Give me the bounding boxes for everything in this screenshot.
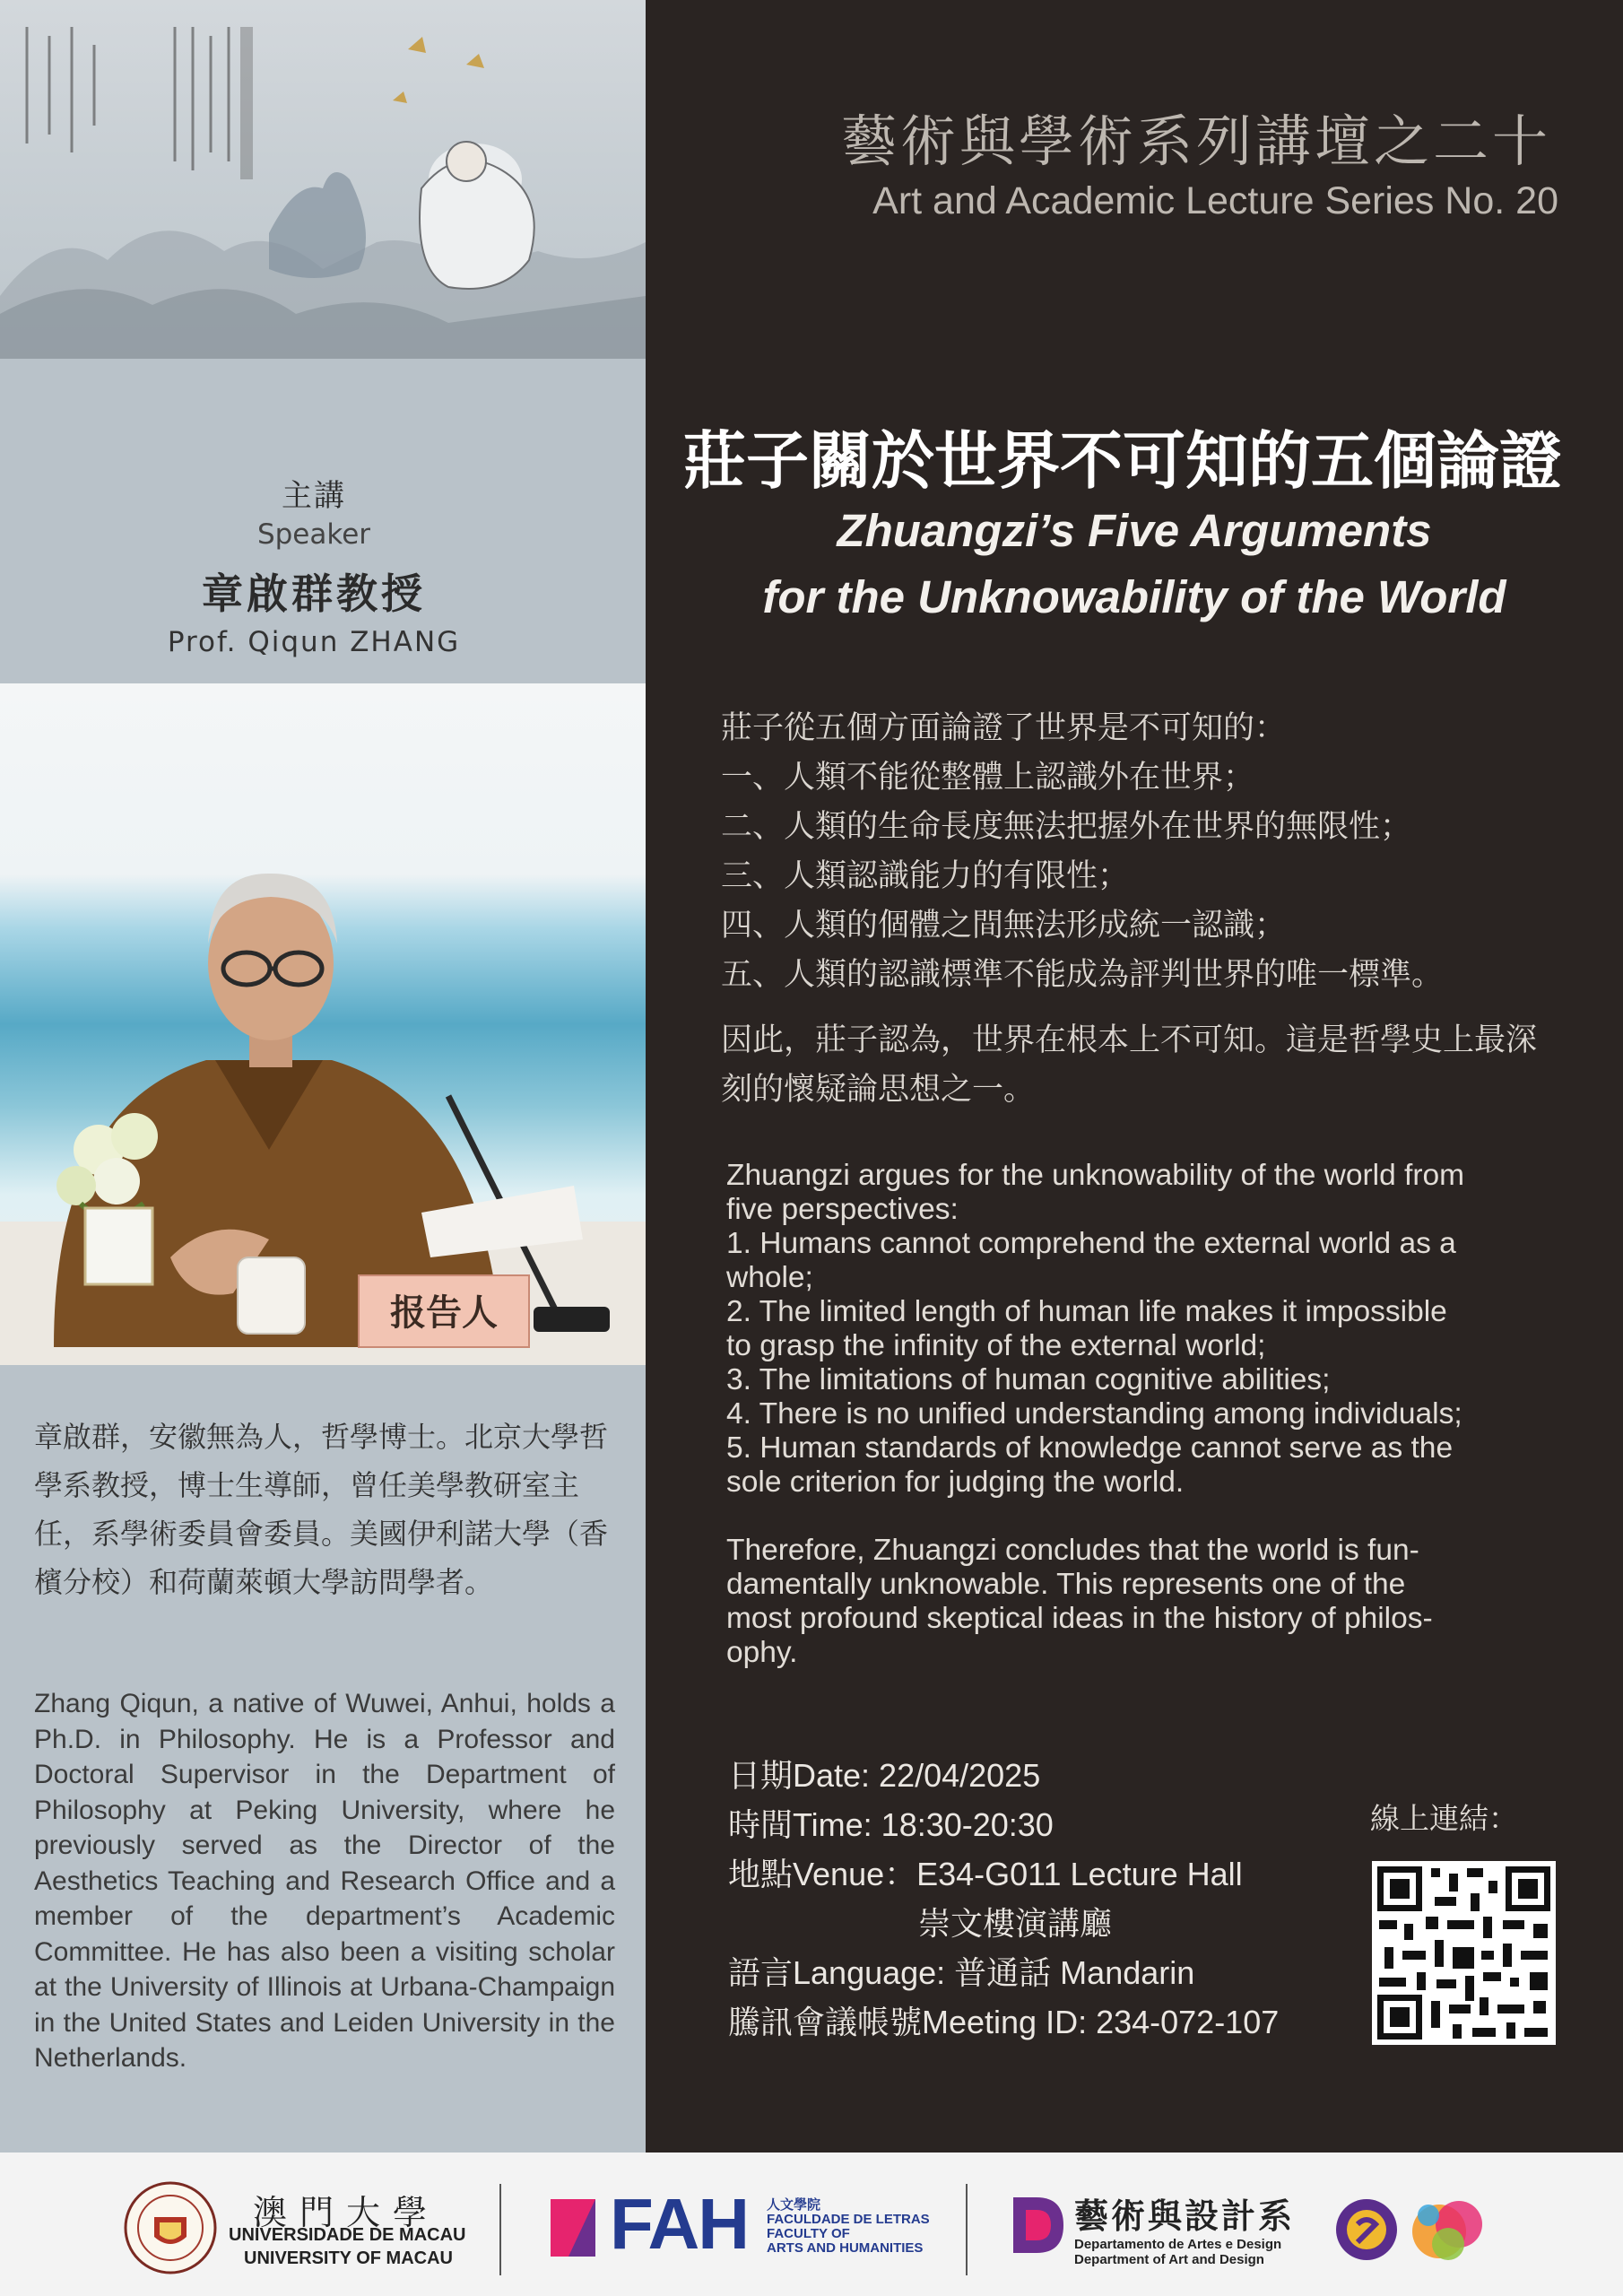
speaker-photo (0, 683, 646, 1365)
abstract-en-point-line: 1. Humans cannot comprehend the external world as a (726, 1227, 1456, 1260)
sp-logo-icon (1334, 2197, 1399, 2262)
abstract-cn-point: 一、人類不能從整體上認識外在世界； (721, 760, 1255, 796)
abstract-en-conclusion-line: ophy. (726, 1636, 798, 1669)
abstract-cn-point: 四、人類的個體之間無法形成統一認識； (721, 908, 1287, 944)
speaker-block (0, 471, 628, 658)
person-logo-icon (1403, 2188, 1502, 2269)
speaker-name-cn: 章啟群教授 (202, 570, 426, 618)
speaker-name-en: Prof. Qiqun ZHANG (167, 626, 461, 658)
abstract-cn-point: 二、人類的生命長度無法把握外在世界的無限性； (721, 809, 1412, 845)
abstract-en-conclusion-line: damentally unknowable. This represents one of the (726, 1568, 1406, 1601)
event-venue-cn: 崇文樓演講廳 (918, 1905, 1113, 1942)
series-title-cn: 藝術與學術系列講壇之二十 (840, 109, 1551, 174)
abstract-cn-intro: 莊子從五個方面論證了世界是不可知的： (721, 710, 1287, 746)
abstract-cn-point: 五、人類的認識標準不能成為評判世界的唯一標準。 (721, 957, 1444, 993)
series-title-en: Art and Academic Lecture Series No. 20 (872, 179, 1558, 222)
abstract-en-intro-line: Zhuangzi argues for the unknowability of the world from (726, 1159, 1465, 1192)
qr-code-svg (1372, 1861, 1556, 2045)
dept-name-cn: 藝術與設計系 (1074, 2196, 1296, 2236)
speaker-photo-svg (0, 683, 646, 1365)
speaker-bio-en: Zhang Qiqun, a native of Wuwei, Anhui, holds a Ph.D. in Philosophy. He is a Professor and Doctoral Supervisor in the Department of Philosophy at Peking University, where he previously served as the Director of the Aesthetics Teaching and Research Office and a member of the department’s Academic Committee. He has also been a visiting scholar at the University of Illinois at Urbana-Champaign in the United States and Leiden University in the Netherlands. (34, 1689, 615, 2073)
lecture-title-en-line1: Zhuangzi’s Five Arguments (837, 505, 1432, 556)
event-date: 日期Date: 22/04/2025 (728, 1757, 1041, 1794)
lecture-title-cn: 莊子關於世界不可知的五個論證 (683, 423, 1562, 498)
left-column (0, 0, 646, 2152)
event-meeting-id: 騰訊會議帳號Meeting ID: 234-072-107 (728, 2004, 1280, 2040)
dept-design-logo-icon (1010, 2194, 1065, 2257)
abstract-en-point-line: sole criterion for judging the world. (726, 1465, 1185, 1499)
event-time: 時間Time: 18:30-20:30 (728, 1806, 1054, 1843)
abstract-cn-conclusion-line: 刻的懷疑論思想之一。 (721, 1072, 1036, 1108)
event-venue: 地點Venue：E34-G011 Lecture Hall (728, 1856, 1243, 1892)
painting-svg (0, 0, 646, 359)
right-column (646, 0, 1623, 2152)
abstract-en-conclusion-line: most profound skeptical ideas in the history of philos- (726, 1602, 1433, 1635)
abstract-cn-point: 三、人類認識能力的有限性； (721, 858, 1130, 894)
um-name-cn: 澳門大學 (253, 2193, 440, 2232)
abstract-en-point-line: 2. The limited length of human life makes it impossible (726, 1295, 1447, 1328)
abstract-cn-conclusion-line: 因此，莊子認為，世界在根本上不可知。這是哲學史上最深 (721, 1022, 1538, 1058)
online-link-label: 線上連結： (1370, 1801, 1518, 1836)
abstract-en-point-line: 4. There is no unified understanding among individuals; (726, 1397, 1462, 1431)
footer-divider (966, 2184, 968, 2275)
fah-name-en2: ARTS AND HUMANITIES (767, 2240, 924, 2256)
event-language: 語言Language: 普通話 Mandarin (728, 1954, 1195, 1991)
lecture-title-en-line2: for the Unknowability of the World (762, 571, 1506, 622)
speaker-label-en: Speaker (256, 518, 371, 551)
fah-acronym: FAH (610, 2184, 748, 2264)
ink-painting-image (0, 0, 646, 359)
abstract-en-point-line: whole; (726, 1261, 813, 1294)
lecture-title-en (646, 498, 1623, 631)
dept-name-pt: Departamento de Artes e Design (1074, 2237, 1282, 2252)
speaker-bio-cn: 章啟群，安徽無為人，哲學博士。北京大學哲學系教授，博士生導師，曾任美學教研室主任，系學術委員會委員。美國伊利諾大學（香檳分校）和荷蘭萊頓大學訪問學者。 (34, 1420, 609, 1599)
footer-divider (499, 2184, 501, 2275)
fah-name-pt: FACULDADE DE LETRAS (767, 2212, 930, 2227)
fah-logo-icon (551, 2199, 595, 2257)
placard-text: 报告人 (390, 1292, 498, 1334)
fah-subtitle (767, 2198, 930, 2256)
dept-name-en: Department of Art and Design (1074, 2252, 1264, 2267)
abstract-en-intro-line: five perspectives: (726, 1193, 959, 1226)
abstract-en (726, 1159, 1614, 1670)
um-name-pt: UNIVERSIDADE DE MACAU (229, 2225, 466, 2245)
event-info (728, 1751, 1279, 2047)
fah-name-en1: FACULTY OF (767, 2226, 850, 2241)
meeting-qr-code[interactable] (1372, 1861, 1556, 2045)
abstract-en-point-line: 3. The limitations of human cognitive abilities; (726, 1363, 1331, 1396)
fah-name-cn: 人文學院 (767, 2197, 821, 2213)
um-seal-icon (124, 2181, 217, 2274)
um-name-en: UNIVERSITY OF MACAU (244, 2248, 453, 2268)
speaker-label-cn: 主講 (282, 478, 346, 514)
abstract-cn (721, 704, 1618, 1115)
abstract-en-point-line: to grasp the infinity of the external world; (726, 1329, 1266, 1362)
abstract-en-conclusion-line: Therefore, Zhuangzi concludes that the world is fun- (726, 1534, 1419, 1567)
abstract-en-point-line: 5. Human standards of knowledge cannot serve as the (726, 1431, 1454, 1465)
